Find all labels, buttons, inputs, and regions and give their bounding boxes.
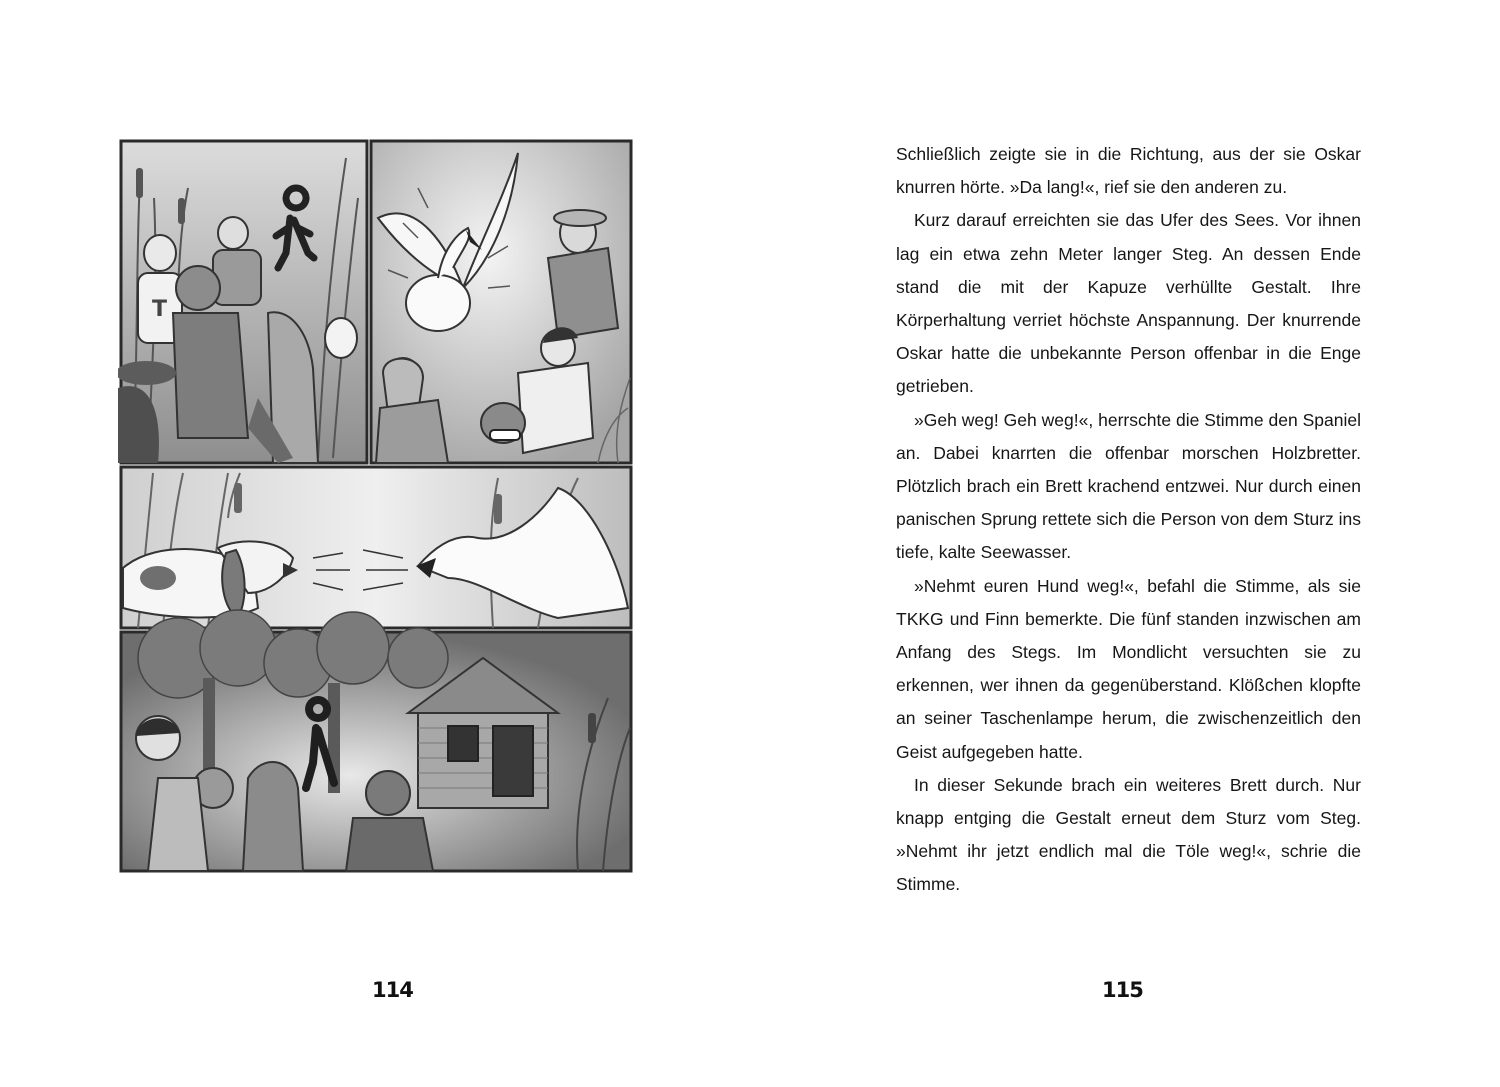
page-number-left: 114 bbox=[372, 978, 413, 1002]
svg-text:T: T bbox=[152, 297, 168, 322]
paragraph-3: »Geh weg! Geh weg!«, herrschte die Stimme den Spaniel an. Dabei knarrten die offenbar morschen Holzbretter. Plötzlich brach ein Brett krachend entzwei. Nur durch einen panischen Sprung rettete sich die Person von dem Sturz ins tiefe, kalte Seewasser. bbox=[896, 409, 1361, 563]
comic-illustration bbox=[118, 138, 634, 874]
comic-panel-2 bbox=[371, 141, 631, 463]
page-text bbox=[896, 138, 1361, 902]
comic-panel-1 bbox=[118, 141, 367, 463]
paragraph-2: Kurz darauf erreichten sie das Ufer des Sees. Vor ihnen lag ein etwa zehn Meter langer Steg. An dessen Ende stand die mit der Kapuze verhüllte Gestalt. Ihre Körperhaltung verriet höchste Anspannung. Der knurrende Oskar hatte die unbekannte Person offenbar in die Enge getrieben. bbox=[896, 210, 1361, 397]
paragraph-1: Schließlich zeigte sie in die Richtung, aus der sie Oskar knurren hörte. »Da lang!«, rief sie den anderen zu. bbox=[896, 144, 1361, 198]
paragraph-4: »Nehmt euren Hund weg!«, befahl die Stimme, als sie TKKG und Finn bemerkte. Die fünf standen inzwischen am Anfang des Stegs. Im Mondlicht versuchten sie zu erkennen, wer ihnen da gegenüberstand. Klößchen klopfte an seiner Taschenlampe herum, die zwischenzeitlich den Geist aufgegeben hatte. bbox=[896, 575, 1361, 762]
comic-panel-4 bbox=[121, 610, 631, 871]
page-number-right: 115 bbox=[1102, 978, 1143, 1002]
paragraph-5: In dieser Sekunde brach ein weiteres Brett durch. Nur knapp entging die Gestalt erneut dem Sturz vom Steg. »Nehmt ihr jetzt endlich mal die Töle weg!«, schrie die Stimme. bbox=[896, 774, 1361, 895]
comic-panel-3 bbox=[121, 467, 631, 628]
